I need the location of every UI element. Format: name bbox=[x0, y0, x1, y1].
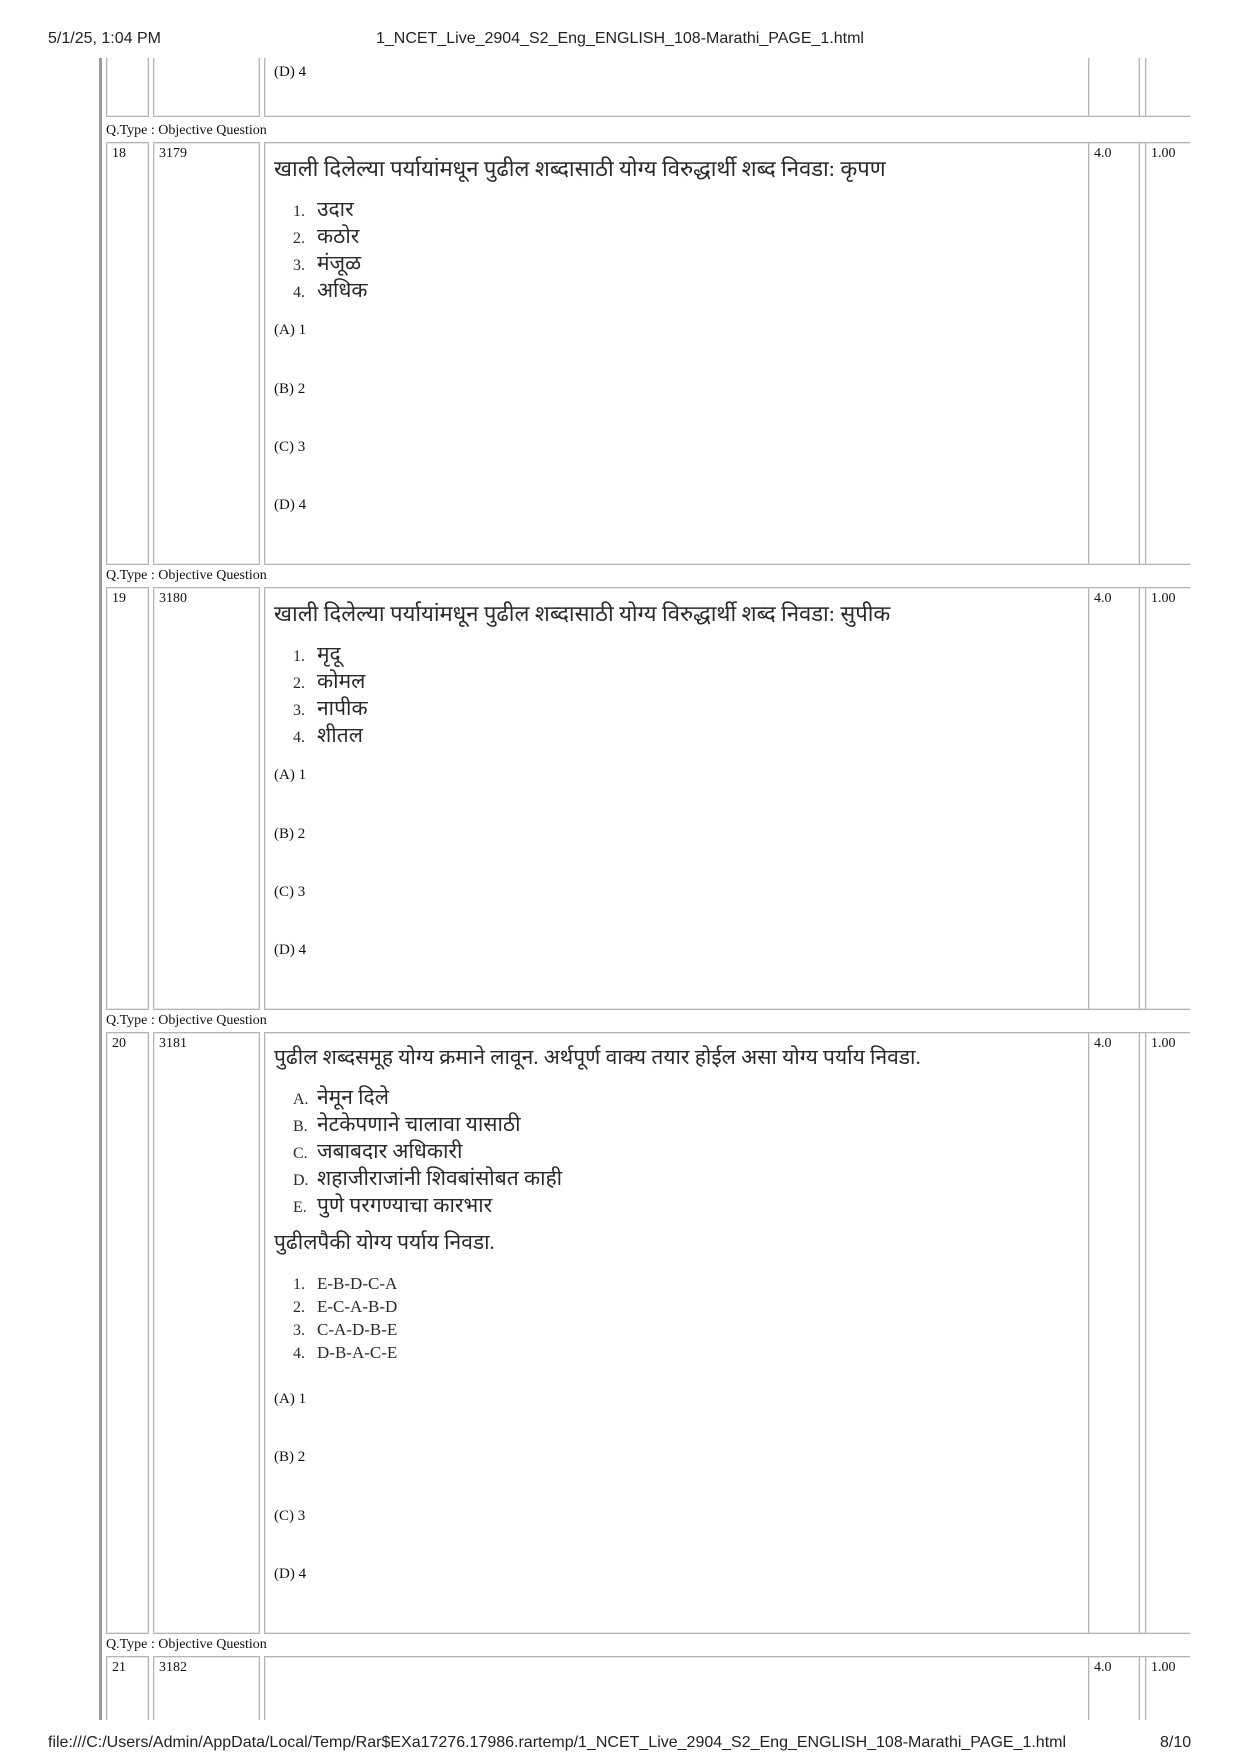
phrase-list bbox=[293, 1085, 562, 1220]
phrase-item: A. नेमून दिले bbox=[293, 1085, 389, 1109]
id-cell bbox=[153, 1032, 260, 1634]
negative-marks: 1.00 bbox=[1151, 1036, 1176, 1051]
sn-cell bbox=[106, 142, 149, 565]
serial-number: 19 bbox=[112, 591, 126, 606]
negative-marks: 1.00 bbox=[1151, 591, 1176, 606]
negative-marks-cell bbox=[1145, 142, 1190, 565]
id-cell bbox=[153, 58, 260, 117]
option-item: 2. E-C-A-B-D bbox=[293, 1297, 398, 1316]
answer-option: (D) 4 bbox=[274, 64, 307, 80]
option-item: 4. अधिक bbox=[293, 278, 368, 302]
qtype-label: Q.Type : Objective Question bbox=[106, 123, 267, 138]
answer-option: (B) 2 bbox=[274, 826, 306, 842]
question-text: खाली दिलेल्या पर्यायांमधून पुढील शब्दासाठी योग्य विरुद्धार्थी शब्द निवडा: सुपीक bbox=[274, 601, 891, 626]
answer-option: (A) 1 bbox=[274, 322, 307, 338]
answer-option: (C) 3 bbox=[274, 439, 306, 455]
answer-option: (D) 4 bbox=[274, 1566, 307, 1582]
answer-option: (C) 3 bbox=[274, 1508, 306, 1524]
negative-marks-cell bbox=[1145, 1656, 1190, 1720]
marks: 4.0 bbox=[1094, 591, 1112, 606]
marks-cell bbox=[1088, 142, 1140, 565]
serial-number: 21 bbox=[112, 1660, 126, 1675]
phrase-item: E. पुणे परगण्याचा कारभार bbox=[293, 1193, 493, 1217]
question-cell bbox=[264, 142, 1190, 565]
marks-cell bbox=[1088, 587, 1140, 1010]
question-cell bbox=[264, 587, 1190, 1010]
option-item: 4. D-B-A-C-E bbox=[293, 1343, 398, 1362]
sn-cell bbox=[106, 587, 149, 1010]
print-document-title: 1_NCET_Live_2904_S2_Eng_ENGLISH_108-Marathi_PAGE_1.html bbox=[376, 30, 864, 47]
option-item: 3. नापीक bbox=[293, 696, 368, 720]
question-cell bbox=[264, 58, 1190, 117]
negative-marks: 1.00 bbox=[1151, 146, 1176, 161]
question-id: 3179 bbox=[159, 146, 187, 161]
option-item: 1. E-B-D-C-A bbox=[293, 1274, 398, 1293]
answer-option: (D) 4 bbox=[274, 942, 307, 958]
phrase-item: B. नेटकेपणाने चालावा यासाठी bbox=[293, 1112, 521, 1136]
marks-cell bbox=[1088, 1656, 1140, 1720]
marks-cell bbox=[1088, 1032, 1140, 1634]
negative-marks-cell bbox=[1145, 1032, 1190, 1634]
id-cell bbox=[153, 1656, 260, 1720]
option-item: 3. मंजूळ bbox=[293, 251, 362, 275]
answer-option: (A) 1 bbox=[274, 767, 307, 783]
option-item: 2. कठोर bbox=[293, 224, 360, 248]
marks-cell bbox=[1088, 58, 1140, 117]
qtype-label: Q.Type : Objective Question bbox=[106, 1013, 267, 1028]
question-cell bbox=[264, 1656, 1190, 1720]
question-table bbox=[99, 58, 1190, 1720]
question-cell bbox=[264, 1032, 1190, 1634]
question-text: पुढील शब्दसमूह योग्य क्रमाने लावून. अर्थपूर्ण वाक्य तयार होईल असा योग्य पर्याय निवडा. bbox=[274, 1045, 921, 1069]
marks: 4.0 bbox=[1094, 1036, 1112, 1051]
question-text: खाली दिलेल्या पर्यायांमधून पुढील शब्दासाठी योग्य विरुद्धार्थी शब्द निवडा: कृपण bbox=[274, 156, 886, 181]
print-file-path: file:///C:/Users/Admin/AppData/Local/Temp/Rar$EXa17276.17986.rartemp/1_NCET_Live_2904_S2_Eng_ENGLISH_108-Marathi_PAGE_1.html bbox=[48, 1734, 1067, 1751]
option-list bbox=[293, 642, 368, 750]
question-id: 3180 bbox=[159, 591, 187, 606]
phrase-item: C. जबाबदार अधिकारी bbox=[293, 1139, 463, 1163]
serial-number: 20 bbox=[112, 1036, 126, 1051]
sn-cell bbox=[106, 58, 149, 117]
qtype-label: Q.Type : Objective Question bbox=[106, 568, 267, 583]
question-subtext: पुढीलपैकी योग्य पर्याय निवडा. bbox=[274, 1230, 495, 1254]
option-list bbox=[293, 197, 368, 305]
option-item: 2. कोमल bbox=[293, 669, 366, 693]
option-item: 1. मृदू bbox=[293, 642, 341, 666]
marks: 4.0 bbox=[1094, 1660, 1112, 1675]
id-cell bbox=[153, 142, 260, 565]
phrase-item: D. शहाजीराजांनी शिवबांसोबत काही bbox=[293, 1166, 563, 1190]
option-list bbox=[293, 1273, 397, 1365]
answer-option: (B) 2 bbox=[274, 381, 306, 397]
negative-marks-cell bbox=[1145, 58, 1190, 117]
id-cell bbox=[153, 587, 260, 1010]
option-item: 3. C-A-D-B-E bbox=[293, 1320, 398, 1339]
question-id: 3182 bbox=[159, 1660, 187, 1675]
sn-cell bbox=[106, 1656, 149, 1720]
negative-marks: 1.00 bbox=[1151, 1660, 1176, 1675]
answer-option: (D) 4 bbox=[274, 497, 307, 513]
marks: 4.0 bbox=[1094, 146, 1112, 161]
qtype-label: Q.Type : Objective Question bbox=[106, 1637, 267, 1652]
serial-number: 18 bbox=[112, 146, 126, 161]
page-number: 8/10 bbox=[1160, 1734, 1192, 1751]
answer-option: (A) 1 bbox=[274, 1391, 307, 1407]
option-item: 1. उदार bbox=[293, 197, 354, 221]
answer-option: (B) 2 bbox=[274, 1449, 306, 1465]
option-item: 4. शीतल bbox=[293, 723, 363, 747]
negative-marks-cell bbox=[1145, 587, 1190, 1010]
sn-cell bbox=[106, 1032, 149, 1634]
question-id: 3181 bbox=[159, 1036, 187, 1051]
print-timestamp: 5/1/25, 1:04 PM bbox=[48, 30, 161, 47]
answer-option: (C) 3 bbox=[274, 884, 306, 900]
